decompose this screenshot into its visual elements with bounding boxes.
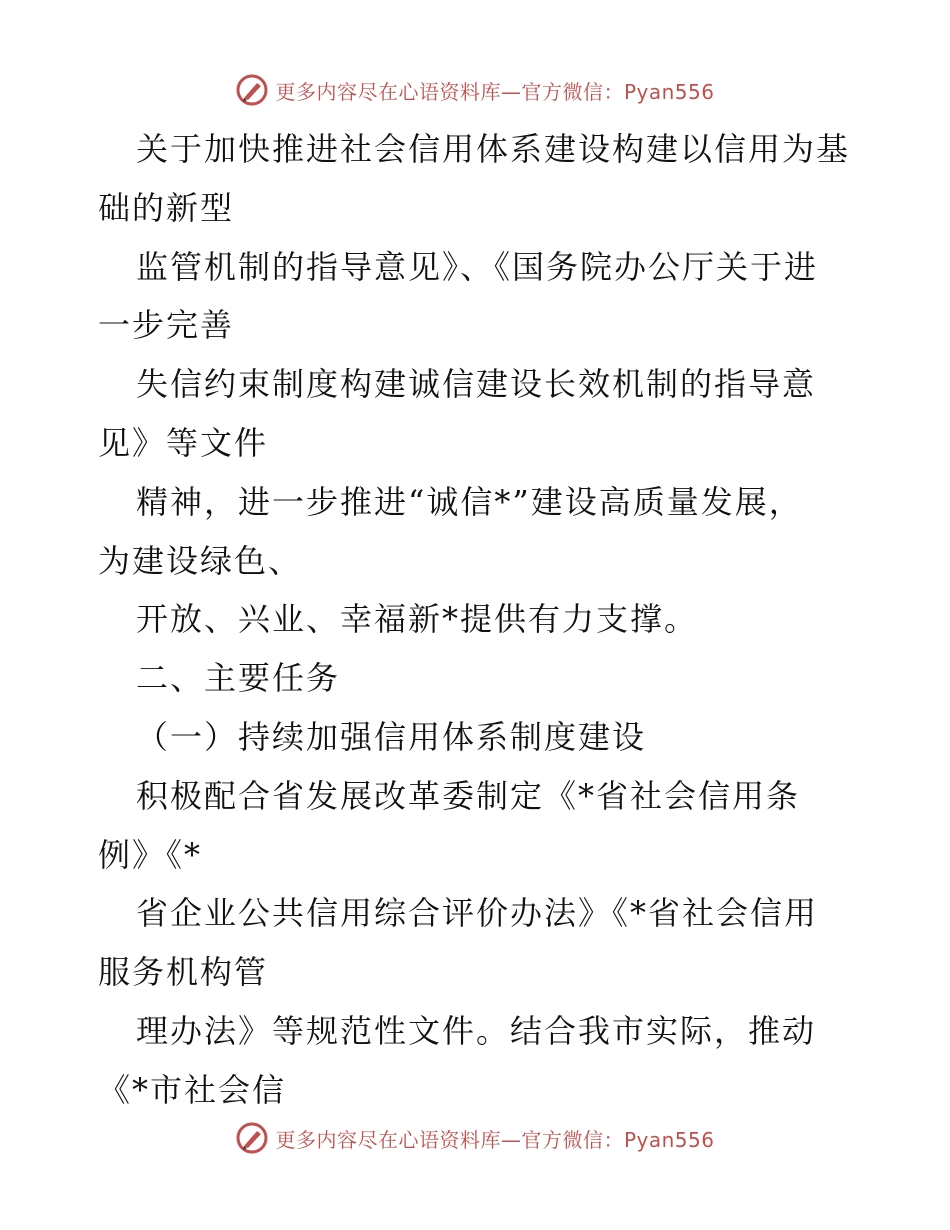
document-body: [98, 120, 868, 1120]
text-line: 失信约束制度构建诚信建设长效机制的指导意: [136, 365, 817, 404]
text-line: 开放、兴业、幸福新*提供有力支撑。: [136, 600, 699, 639]
header-banner-content: [235, 73, 714, 107]
header-banner-text: 更多内容尽在心语资料库—官方微信：Pyan556: [275, 79, 715, 104]
text-line: 一步完善: [98, 306, 235, 345]
subsection-heading: （一）持续加强信用体系制度建设: [136, 717, 647, 756]
text-line: 精神，进一步推进“诚信*”建设高质量发展，: [136, 482, 803, 521]
text-line: 见》等文件: [98, 423, 269, 462]
text-line: 例》《*: [98, 835, 203, 874]
text-line: 为建设绿色、: [98, 541, 303, 580]
footer-banner: [0, 1118, 950, 1158]
pen-circle-logo-icon: [235, 1121, 269, 1155]
pen-circle-logo-icon: [235, 73, 269, 107]
text-line: 监管机制的指导意见》、《国务院办公厅关于进: [136, 247, 819, 286]
header-banner: [0, 70, 950, 110]
text-line: 理办法》等规范性文件。结合我市实际，推动: [136, 1011, 817, 1050]
text-line: 《*市社会信: [98, 1070, 287, 1109]
text-line: 服务机构管: [98, 953, 269, 992]
text-line: 关于加快推进社会信用体系建设构建以信用为基: [136, 130, 851, 168]
text-line: 积极配合省发展改革委制定《*省社会信用条: [136, 776, 801, 815]
text-line: 省企业公共信用综合评价办法》《*省社会信用: [136, 894, 819, 933]
section-heading: 二、主要任务: [136, 659, 341, 698]
text-line: 础的新型: [98, 188, 235, 227]
footer-banner-text: 更多内容尽在心语资料库—官方微信：Pyan556: [275, 1127, 715, 1152]
footer-banner-content: [235, 1121, 714, 1155]
